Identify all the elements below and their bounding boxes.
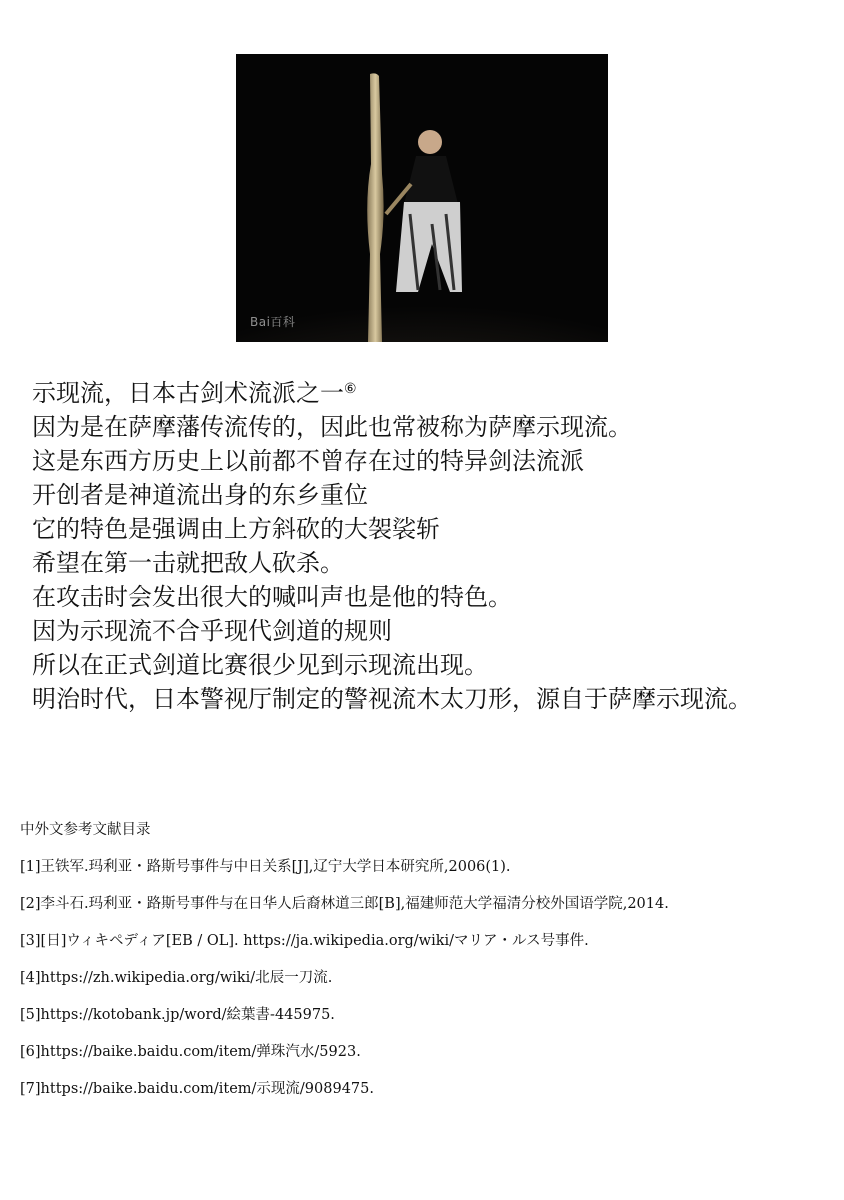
main-text: [32, 372, 832, 716]
text-line-5: 它的特色是强调由上方斜砍的大袈裟斩: [32, 515, 440, 543]
text-line-1: 示现流，日本古剑术流派之一⑥: [32, 379, 357, 407]
text-line-8: 因为示现流不合乎现代剑道的规则: [32, 617, 392, 645]
reference-item: [4]https://zh.wikipedia.org/wiki/北辰一刀流.: [20, 970, 333, 986]
reference-item: [1]王铁军.玛利亚・路斯号事件与中日关系[J],辽宁大学日本研究所,2006(1).: [20, 859, 511, 875]
text-line-2: 因为是在萨摩藩传流传的，因此也常被称为萨摩示现流。: [32, 413, 632, 441]
references-title: 中外文参考文献目录: [20, 822, 151, 838]
text-line-3: 这是东西方历史上以前都不曾存在过的特异剑法流派: [32, 447, 584, 475]
text-line-6: 希望在第一击就把敌人砍杀。: [32, 549, 344, 577]
baidu-watermark: Bai百科: [250, 315, 296, 329]
reference-item: [3][日]ウィキペディア[EB / OL]. https://ja.wikipedia.org/wiki/マリア・ルス号事件.: [20, 933, 589, 949]
swordsman-illustration: [236, 54, 608, 342]
swordsman-photo: [236, 54, 608, 342]
text-line-7: 在攻击时会发出很大的喊叫声也是他的特色。: [32, 583, 512, 611]
reference-item: [2]李斗石.玛利亚・路斯号事件与在日华人后裔林道三郎[B],福建师范大学福清分校外国语学院,2014.: [20, 896, 669, 912]
text-line-10: 明治时代，日本警视厅制定的警视流木太刀形，源自于萨摩示现流。: [32, 685, 752, 713]
footnote-mark: ⑥: [344, 381, 357, 397]
person-head: [418, 130, 442, 154]
reference-item: [6]https://baike.baidu.com/item/弹珠汽水/5923.: [20, 1044, 361, 1060]
text-line-4: 开创者是神道流出身的东乡重位: [32, 481, 368, 509]
text-line-9: 所以在正式剑道比赛很少见到示现流出现。: [32, 651, 488, 679]
reference-item: [5]https://kotobank.jp/word/絵葉書-445975.: [20, 1007, 335, 1023]
references-section: [20, 818, 835, 1115]
reference-item: [7]https://baike.baidu.com/item/示现流/9089475.: [20, 1081, 374, 1097]
